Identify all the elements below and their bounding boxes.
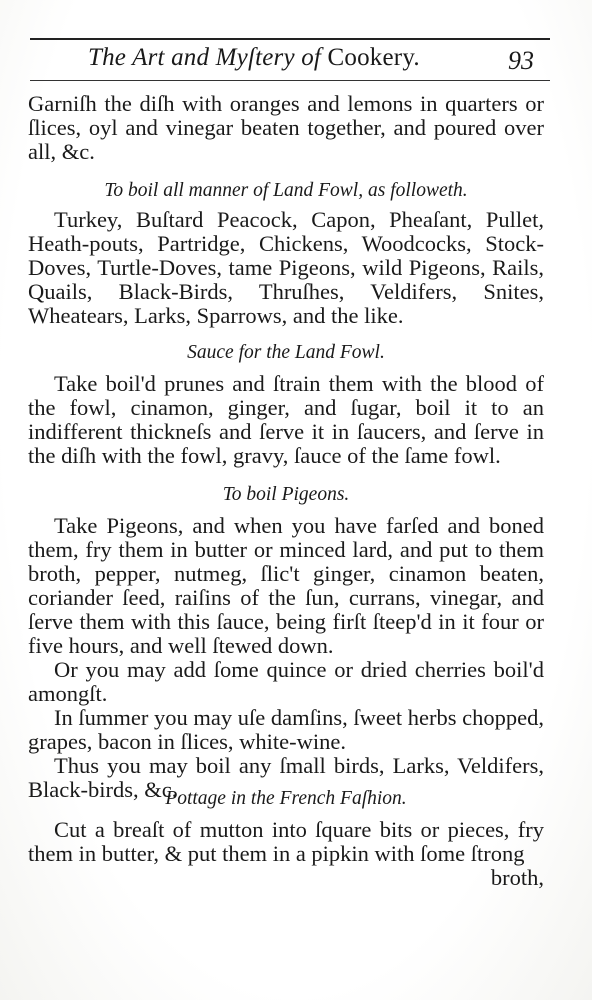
sauce-paragraph: Take boil'd prunes and ſtrain them with the blood of the fowl, cinamon, ginger, and ſugar, boil it to an indifferent thickneſs and ſerve it in ſaucers, and ſerve in the diſh with the fowl, gravy, ſauce of the ſame fowl. xyxy=(28,371,544,468)
land-fowl-paragraph: Turkey, Buſtard Peacock, Capon, Pheaſant, Pullet, Heath-pouts, Partridge, Chickens, Woodcocks, Stock-Doves, Turtle-Doves, tame Pigeons, wild Pigeons, Rails, Quails, Black-Birds, Thruſhes, Veldifers, Snites, Wheatears, Larks, Sparrows, and the like. xyxy=(28,207,544,328)
page-number: 93 xyxy=(508,46,534,75)
pigeons-paragraph: Thus you may boil any ſmall birds, Larks, Veldifers, Black-birds, &c. xyxy=(28,753,544,802)
pigeons-paragraph: Take Pigeons, and when you have farſed and boned them, fry them in butter or minced lard, and put to them broth, pepper, nutmeg, ſlic't ginger, cinamon beaten, coriander ſeed, raiſins of the ſun, currans, vinegar, and ſerve them with this ſauce, being firſt ſteep'd in it four or five hours, and well ſtewed down. xyxy=(28,513,544,658)
pigeons-paragraph: Or you may add ſome quince or dried cherries boil'd amongſt. xyxy=(28,657,544,706)
pottage-paragraph: Cut a breaſt of mutton into ſquare bits or pieces, fry them in butter, & put them in a pipkin with ſome ſtrong xyxy=(28,817,544,866)
running-head xyxy=(88,44,420,72)
header-rule-bottom xyxy=(30,80,550,81)
pigeons-block xyxy=(28,514,544,802)
catchword: broth, xyxy=(490,865,544,890)
sauce-heading: Sauce for the Land Fowl. xyxy=(187,342,385,363)
sauce-block xyxy=(28,372,544,468)
land-fowl-heading: To boil all manner of Land Fowl, as followeth. xyxy=(104,180,468,201)
intro-paragraph-block xyxy=(28,92,544,164)
pigeons-heading: To boil Pigeons. xyxy=(222,484,350,505)
pottage-block xyxy=(28,818,544,866)
running-title-roman: Cookery. xyxy=(327,44,420,71)
pigeons-paragraph: In ſummer you may uſe damſins, ſweet herbs chopped, grapes, bacon in ſlices, white-wine. xyxy=(28,705,544,754)
intro-paragraph: Garniſh the diſh with oranges and lemons in quarters or ſlices, oyl and vinegar beaten together, and poured over all, &c. xyxy=(28,91,544,164)
header-rule-top xyxy=(30,38,550,40)
land-fowl-block xyxy=(28,208,544,328)
running-title-italic: The Art and Myſtery of xyxy=(88,44,322,71)
pottage-heading: Pottage in the French Faſhion. xyxy=(165,788,407,809)
